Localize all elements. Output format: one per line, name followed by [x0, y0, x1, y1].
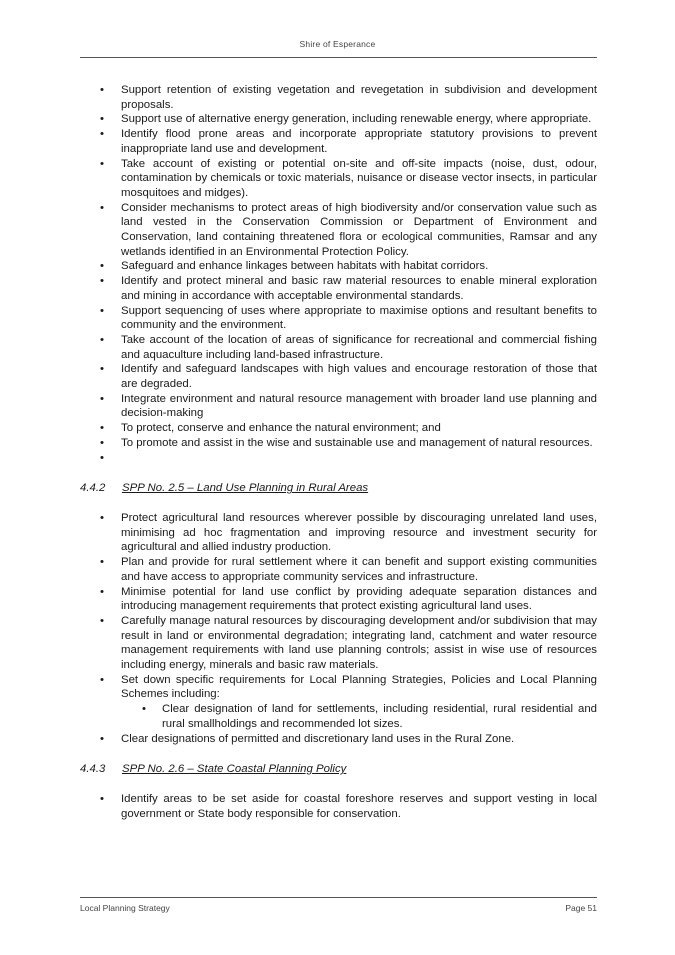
footer-document-title: Local Planning Strategy [80, 903, 170, 913]
list-item: • Identify flood prone areas and incorporate appropriate statutory provisions to prevent inappropriate land use and development. [80, 127, 597, 156]
list-item: • To promote and assist in the wise and sustainable use and management of natural resources. [80, 436, 597, 451]
section-number: 4.4.2 [80, 482, 106, 495]
list-item: • Support retention of existing vegetation and revegetation in subdivision and development proposals. [80, 83, 597, 112]
list-item: • Clear designations of permitted and discretionary land uses in the Rural Zone. [80, 732, 597, 747]
sub-list [121, 702, 597, 731]
footer-divider [80, 897, 597, 898]
list-item: • To protect, conserve and enhance the natural environment; and [80, 421, 597, 436]
list-item: • Take account of existing or potential on-site and off-site impacts (noise, dust, odour, contamination by chemicals or toxic materials, nuisance or disease vector insects, in particular mosquitoes and midges). [80, 157, 597, 201]
page-body [80, 83, 597, 821]
section-number: 4.4.3 [80, 763, 106, 776]
list-item: • Identify and protect mineral and basic raw material resources to enable mineral exploration and mining in accordance with acceptable environmental standards. [80, 274, 597, 303]
objectives-list [80, 83, 597, 465]
list-item: • Plan and provide for rural settlement where it can benefit and support existing communities and have access to appropriate community services and infrastructure. [80, 555, 597, 584]
list-item: • Support sequencing of uses where appropriate to maximise options and resultant benefits to community and the environment. [80, 304, 597, 333]
list-item-text: Set down specific requirements for Local Planning Strategies, Policies and Local Planning Schemes including: [121, 673, 597, 701]
section-title: SPP No. 2.5 – Land Use Planning in Rural Areas [122, 482, 369, 495]
list-item: • Protect agricultural land resources wherever possible by discouraging unrelated land uses, minimising ad hoc fragmentation and improving resource and investment security for agricultural and allied industry production. [80, 511, 597, 555]
page-number: Page 51 [565, 903, 597, 913]
list-item: • Take account of the location of areas of significance for recreational and commercial fishing and aquaculture including land-based infrastructure. [80, 333, 597, 362]
list-item: • Safeguard and enhance linkages between habitats with habitat corridors. [80, 259, 597, 274]
list-item-with-sublist [80, 673, 597, 732]
empty-list-item [80, 451, 597, 466]
list-item: • Identify areas to be set aside for coastal foreshore reserves and support vesting in local government or State body responsible for conservation. [80, 792, 597, 821]
section-heading-4-4-3 [80, 762, 597, 777]
section-heading-4-4-2 [80, 481, 597, 496]
list-item: • Support use of alternative energy generation, including renewable energy, where appropriate. [80, 112, 597, 127]
rural-areas-list [80, 511, 597, 746]
list-item: • Integrate environment and natural resource management with broader land use planning and decision-making [80, 392, 597, 421]
list-item: • Minimise potential for land use conflict by providing adequate separation distances and introducing management requirements that protect existing agricultural land uses. [80, 585, 597, 614]
page-header: Shire of Esperance [299, 39, 376, 49]
list-item: • Identify and safeguard landscapes with high values and encourage restoration of those that are degraded. [80, 362, 597, 391]
coastal-planning-list [80, 792, 597, 821]
header-divider [80, 57, 597, 58]
section-title: SPP No. 2.6 – State Coastal Planning Policy [122, 763, 347, 776]
list-item: • Consider mechanisms to protect areas of high biodiversity and/or conservation value such as land vested in the Conservation Commission or Department of Environment and Conservation, land containing threatened flora or ecological communities, Ramsar and any wetlands identified in an Environmental Protection Policy. [80, 201, 597, 260]
sub-list-item: • Clear designation of land for settlements, including residential, rural residential and rural smallholdings and recommended lot sizes. [121, 702, 597, 731]
list-item: • Carefully manage natural resources by discouraging development and/or subdivision that may result in land or environmental degradation; integrating land, catchment and water resource management requirements with land use planning controls; assist in wise use of resources including energy, minerals and basic raw materials. [80, 614, 597, 673]
